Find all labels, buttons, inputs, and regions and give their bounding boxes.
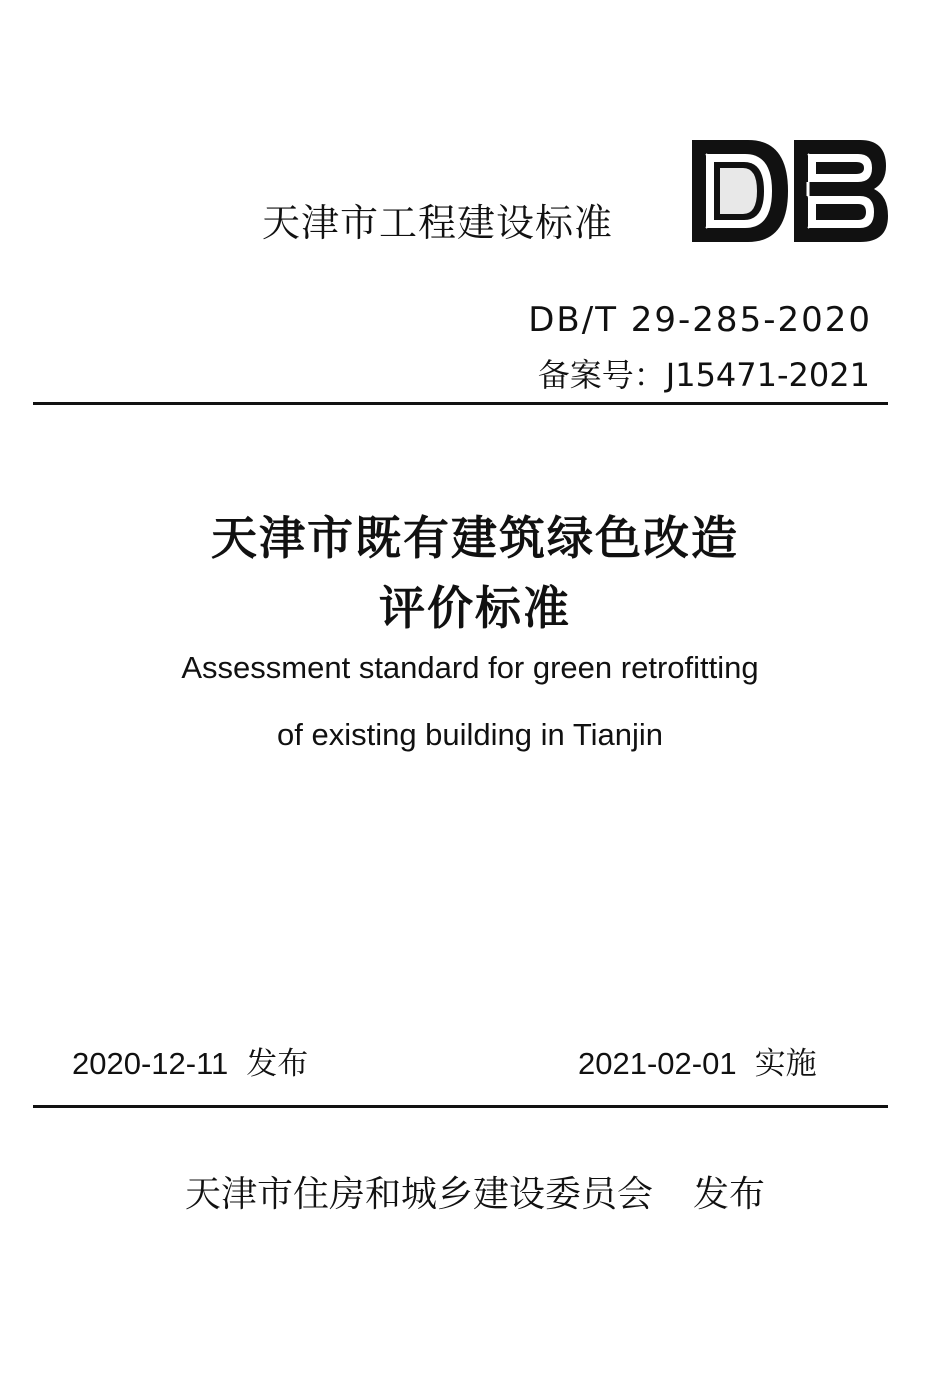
publisher-name: 天津市住房和城乡建设委员会 xyxy=(184,1174,653,1215)
title-en-line-2: of existing building in Tianjin xyxy=(276,717,664,752)
publisher-action: 发布 xyxy=(693,1174,766,1215)
issue-date-block xyxy=(72,1038,308,1083)
record-number: 备案号：J15471-2021 xyxy=(537,356,870,394)
db-logo xyxy=(690,138,890,244)
implement-label: 实施 xyxy=(754,1046,817,1082)
title-cn-line-1: 天津市既有建筑绿色改造 xyxy=(211,511,739,565)
implement-date: 2021-02-01 xyxy=(578,1046,737,1081)
top-divider xyxy=(33,402,888,405)
publisher-line xyxy=(0,1166,950,1217)
bottom-divider xyxy=(33,1105,888,1108)
issue-label: 发布 xyxy=(246,1046,309,1082)
standard-number: DB/T 29-285-2020 xyxy=(528,300,872,340)
implement-date-block xyxy=(578,1038,817,1083)
title-cn-line-2: 评价标准 xyxy=(379,581,571,635)
series-title: 天津市工程建设标准 xyxy=(262,201,614,245)
title-en-line-1: Assessment standard for green retrofitting xyxy=(181,650,759,685)
issue-date: 2020-12-11 xyxy=(72,1046,229,1081)
